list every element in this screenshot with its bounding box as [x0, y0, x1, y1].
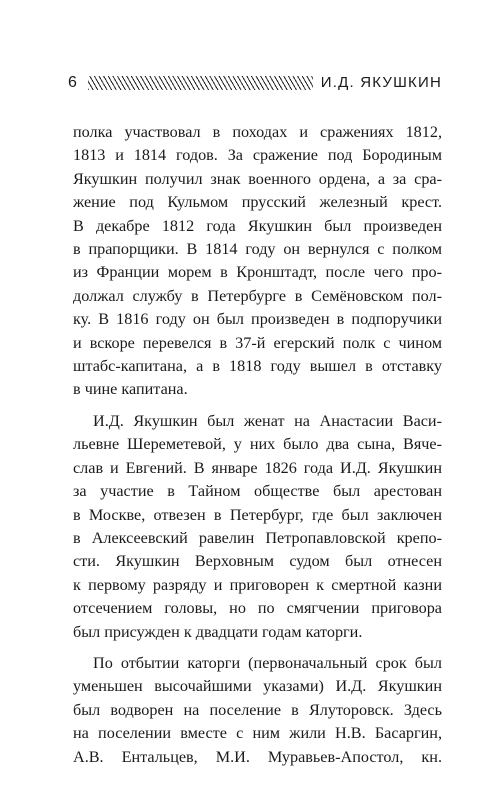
text-line: в Алексеевский равелин Петропавловской крепо- [73, 528, 442, 547]
text-line: 1813 и 1814 годов. За сражение под Бородиным [73, 146, 442, 165]
text-line: был водворен на поселение в Ялуторовск. Здесь [73, 700, 442, 719]
text-line: По отбытии каторги (первоначальный срок был [93, 653, 442, 672]
text-line: из Франции морем в Кронштадт, после чего про- [73, 263, 442, 282]
text-line: отсечением головы, но по смягчении приговора [73, 599, 442, 618]
paragraph-3 [73, 652, 442, 769]
text-line: был присужден к двадцати годам каторги. [73, 622, 363, 641]
text-line: штабс-капитана, а в 1818 году вышел в отставку [73, 357, 442, 376]
text-line: уменьшен высочайшими указами) И.Д. Якушкин [73, 677, 442, 696]
paragraph-1 [73, 121, 442, 402]
text-line: В декабре 1812 года Якушкин был произведен [73, 216, 442, 235]
text-line: в прапорщики. В 1814 году он вернулся с полком [73, 240, 442, 259]
text-line: И.Д. Якушкин был женат на Анастасии Васи- [93, 411, 442, 430]
text-line: Якушкин получил знак военного ордена, а за сра- [73, 169, 442, 188]
running-title: И.Д. ЯКУШКИН [320, 74, 442, 91]
text-line: в чине капитана. [73, 380, 188, 399]
text-line: льевне Шереметевой, у них было два сына, Вяче- [73, 435, 442, 454]
text-line: А.В. Ентальцев, М.И. Муравьев-Апостол, кн. [73, 747, 442, 766]
text-line: в Москве, отвезен в Петербург, где был заключен [73, 505, 442, 524]
text-line: полка участвовал в походах и сражениях 1812, [73, 123, 442, 141]
text-line: и вскоре перевелся в 37-й егерский полк с чином [73, 333, 442, 352]
decorative-hatch-rule [88, 76, 313, 90]
text-line: за участие в Тайном обществе был арестован [73, 482, 442, 501]
text-line: должал службу в Петербурге в Семёновском пол- [73, 286, 442, 305]
text-line: на поселении вместе с ним жили Н.В. Басаргин, [73, 724, 442, 743]
page-number: 6 [68, 74, 77, 91]
running-header [68, 72, 442, 94]
text-line: ку. В 1816 году он был произведен в подпоручики [73, 310, 442, 329]
text-line: к первому разряду и приговорен к смертной казни [73, 575, 442, 594]
body-text [73, 121, 442, 769]
text-line: слав и Евгений. В январе 1826 года И.Д. Якушкин [73, 458, 442, 477]
text-line: сти. Якушкин Верховным судом был отнесен [73, 552, 442, 571]
text-line: жение под Кульмом прусский железный крест. [73, 193, 442, 212]
paragraph-2 [73, 410, 442, 644]
